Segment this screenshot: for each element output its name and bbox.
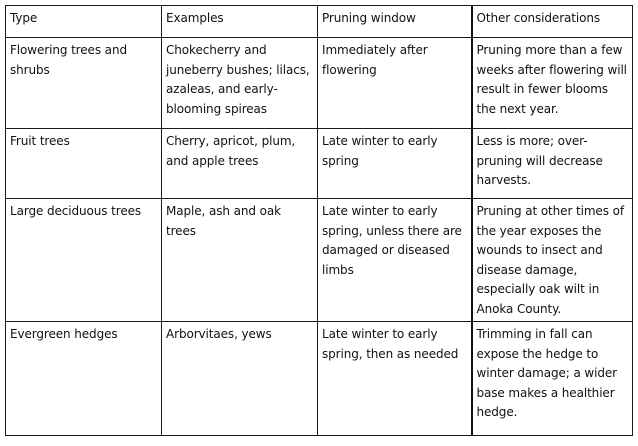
header-other-considerations: Other considerations xyxy=(472,6,633,38)
table-row xyxy=(6,199,633,322)
cell-pruning-window: Late winter to early spring, then as needed xyxy=(318,322,472,436)
cell-pruning-window: Immediately after flowering xyxy=(318,38,472,129)
header-examples: Examples xyxy=(162,6,318,38)
cell-examples: Cherry, apricot, plum, and apple trees xyxy=(162,129,318,199)
table-row xyxy=(6,38,633,129)
header-pruning-window: Pruning window xyxy=(318,6,472,38)
cell-considerations: Trimming in fall can expose the hedge to winter damage; a wider base makes a healthier hedge. xyxy=(472,322,633,436)
cell-examples: Chokecherry and juneberry bushes; lilacs, azaleas, and early-blooming spireas xyxy=(162,38,318,129)
cell-type: Fruit trees xyxy=(6,129,162,199)
header-type: Type xyxy=(6,6,162,38)
table-row xyxy=(6,322,633,436)
cell-considerations: Pruning more than a few weeks after flowering will result in fewer blooms the next year. xyxy=(472,38,633,129)
cell-considerations: Pruning at other times of the year exposes the wounds to insect and disease damage, especially oak wilt in Anoka County. xyxy=(472,199,633,322)
cell-pruning-window: Late winter to early spring xyxy=(318,129,472,199)
cell-examples: Maple, ash and oak trees xyxy=(162,199,318,322)
cell-type: Large deciduous trees xyxy=(6,199,162,322)
pruning-table xyxy=(5,5,633,436)
cell-type: Flowering trees and shrubs xyxy=(6,38,162,129)
cell-examples: Arborvitaes, yews xyxy=(162,322,318,436)
cell-considerations: Less is more; over-pruning will decrease harvests. xyxy=(472,129,633,199)
table-header-row xyxy=(6,6,633,38)
cell-pruning-window: Late winter to early spring, unless there are damaged or diseased limbs xyxy=(318,199,472,322)
table-row xyxy=(6,129,633,199)
cell-type: Evergreen hedges xyxy=(6,322,162,436)
